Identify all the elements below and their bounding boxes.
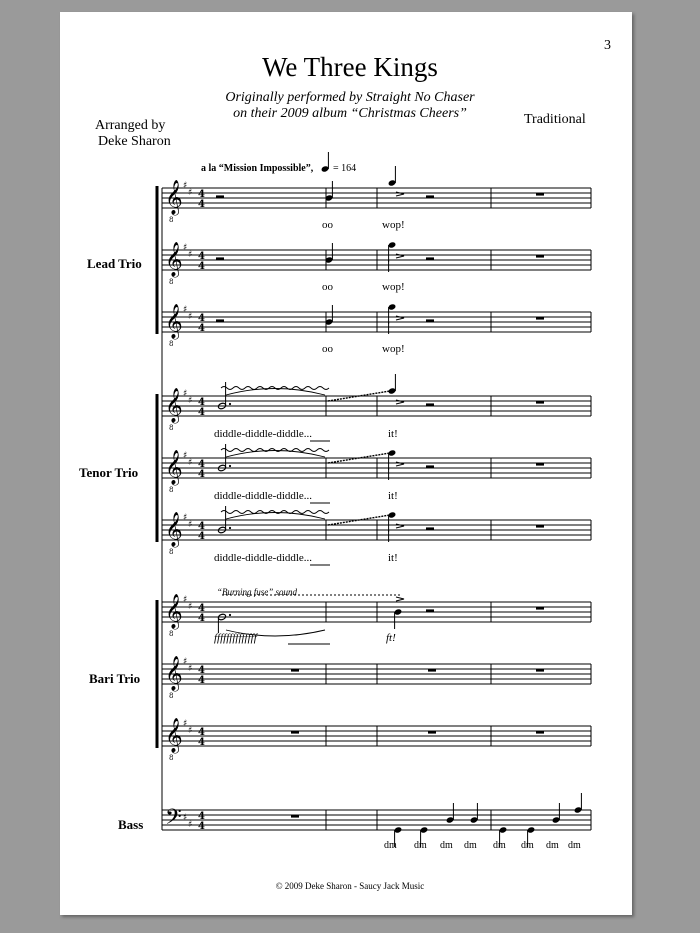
lyric-wop: wop! xyxy=(382,343,405,355)
lyric-it: it! xyxy=(388,552,398,564)
octave-8-mark: 8 xyxy=(169,486,174,494)
arranger-name: Deke Sharon xyxy=(98,134,171,149)
time-signature-top: 4 xyxy=(198,251,205,262)
dot xyxy=(229,465,231,467)
trill-line xyxy=(221,511,329,514)
copyright: © 2009 Deke Sharon - Saucy Jack Music xyxy=(275,881,425,891)
half-rest xyxy=(426,527,434,530)
title: We Three Kings xyxy=(262,52,438,82)
time-signature-top: 4 xyxy=(198,189,205,200)
whole-rest xyxy=(536,193,544,196)
lyric-dm: dm xyxy=(384,840,397,851)
treble-clef-icon: 𝄞 xyxy=(165,388,183,423)
time-signature-top: 4 xyxy=(198,665,205,676)
sharp-c-icon: ♯ xyxy=(188,602,193,612)
time-signature-top: 4 xyxy=(198,727,205,738)
octave-8-mark: 8 xyxy=(169,340,174,348)
dot xyxy=(229,403,231,405)
sharp-f-icon: ♯ xyxy=(183,595,188,605)
treble-clef-icon: 𝄞 xyxy=(165,304,183,339)
whole-rest xyxy=(536,317,544,320)
trill-line xyxy=(221,387,329,390)
part-label-tenor-trio: Tenor Trio xyxy=(79,465,139,480)
part-label-lead-trio: Lead Trio xyxy=(87,256,142,271)
lyric-dm: dm xyxy=(546,840,559,851)
lyric-dm: dm xyxy=(440,840,453,851)
time-signature-top: 4 xyxy=(198,603,205,614)
dot xyxy=(229,527,231,529)
page-number: 3 xyxy=(604,38,611,53)
time-signature-top: 4 xyxy=(198,459,205,470)
sharp-c-icon: ♯ xyxy=(188,520,193,530)
lyric-it: it! xyxy=(388,428,398,440)
octave-8-mark: 8 xyxy=(169,424,174,432)
composer: Traditional xyxy=(524,112,586,127)
sharp-f-icon: ♯ xyxy=(183,513,188,523)
sharp-f-icon: ♯ xyxy=(183,181,188,191)
octave-8-mark: 8 xyxy=(169,754,174,762)
whole-rest xyxy=(291,815,299,818)
sharp-f-icon: ♯ xyxy=(183,305,188,315)
whole-rest xyxy=(536,607,544,610)
time-signature-bottom: 4 xyxy=(198,613,205,624)
treble-clef-icon: 𝄞 xyxy=(165,242,183,277)
sharp-f-icon: ♯ xyxy=(183,657,188,667)
bari-instruction: “Burning fuse” sound xyxy=(217,587,298,597)
time-signature-bottom: 4 xyxy=(198,737,205,748)
octave-8-mark: 8 xyxy=(169,278,174,286)
time-signature-top: 4 xyxy=(198,313,205,324)
whole-rest xyxy=(536,669,544,672)
bass-clef-icon: 𝄢 xyxy=(165,805,182,835)
half-rest xyxy=(426,465,434,468)
treble-clef-icon: 𝄞 xyxy=(165,512,183,547)
lyric-oo: oo xyxy=(322,219,333,231)
lyric-dm: dm xyxy=(493,840,506,851)
time-signature-top: 4 xyxy=(198,521,205,532)
half-rest xyxy=(426,403,434,406)
sharp-f-icon: ♯ xyxy=(183,451,188,461)
part-label-bass: Bass xyxy=(118,817,144,832)
dot xyxy=(229,614,231,616)
part-label-bari-trio: Bari Trio xyxy=(89,671,141,686)
time-signature-bottom: 4 xyxy=(198,675,205,686)
whole-rest xyxy=(291,731,299,734)
sharp-c-icon: ♯ xyxy=(188,188,193,198)
whole-rest xyxy=(536,731,544,734)
sharp-f-icon: ♯ xyxy=(183,719,188,729)
lyric-dm: dm xyxy=(414,840,427,851)
lyric-oo: oo xyxy=(322,281,333,293)
tempo-style: a la “Mission Impossible”, xyxy=(201,163,314,174)
lyric-wop: wop! xyxy=(382,219,405,231)
time-signature-bottom: 4 xyxy=(198,323,205,334)
accent-mark xyxy=(396,597,404,601)
lyric-fff: ffffffffffffff xyxy=(214,632,257,644)
lyric-oo: oo xyxy=(322,343,333,355)
treble-clef-icon: 𝄞 xyxy=(165,450,183,485)
half-rest xyxy=(426,609,434,612)
lyric-dm: dm xyxy=(568,840,581,851)
sharp-c-icon: ♯ xyxy=(188,396,193,406)
half-rest xyxy=(426,319,434,322)
time-signature-top: 4 xyxy=(198,811,205,822)
sharp-f-icon: ♯ xyxy=(183,389,188,399)
time-signature-bottom: 4 xyxy=(198,407,205,418)
octave-8-mark: 8 xyxy=(169,548,174,556)
half-rest xyxy=(216,319,224,322)
whole-rest xyxy=(536,463,544,466)
half-rest xyxy=(426,257,434,260)
lyric-dm: dm xyxy=(521,840,534,851)
lyric-wop: wop! xyxy=(382,281,405,293)
octave-8-mark: 8 xyxy=(169,630,174,638)
whole-rest xyxy=(536,255,544,258)
lyric-ft: ft! xyxy=(386,632,396,644)
lyric-diddle: diddle-diddle-diddle... xyxy=(214,428,313,440)
sharp-c-icon: ♯ xyxy=(188,664,193,674)
treble-clef-icon: 𝄞 xyxy=(165,180,183,215)
lyric-diddle: diddle-diddle-diddle... xyxy=(214,490,313,502)
sharp-f-icon: ♯ xyxy=(183,813,188,823)
sharp-c-icon: ♯ xyxy=(188,458,193,468)
whole-rest xyxy=(291,669,299,672)
treble-clef-icon: 𝄞 xyxy=(165,594,183,629)
subtitle-line-2: on their 2009 album “Christmas Cheers” xyxy=(233,106,467,121)
lyric-diddle: diddle-diddle-diddle... xyxy=(214,552,313,564)
time-signature-top: 4 xyxy=(198,397,205,408)
whole-rest xyxy=(536,401,544,404)
octave-8-mark: 8 xyxy=(169,692,174,700)
sharp-c-icon: ♯ xyxy=(188,820,193,830)
sharp-c-icon: ♯ xyxy=(188,250,193,260)
time-signature-bottom: 4 xyxy=(198,531,205,542)
trill-line xyxy=(221,449,329,452)
time-signature-bottom: 4 xyxy=(198,469,205,480)
whole-rest xyxy=(536,525,544,528)
time-signature-bottom: 4 xyxy=(198,821,205,832)
treble-clef-icon: 𝄞 xyxy=(165,718,183,753)
half-rest xyxy=(216,257,224,260)
octave-8-mark: 8 xyxy=(169,216,174,224)
sharp-c-icon: ♯ xyxy=(188,312,193,322)
half-rest xyxy=(426,195,434,198)
arranger-label: Arranged by xyxy=(95,118,166,133)
lyric-dm: dm xyxy=(464,840,477,851)
whole-rest xyxy=(428,669,436,672)
whole-rest xyxy=(428,731,436,734)
time-signature-bottom: 4 xyxy=(198,199,205,210)
half-rest xyxy=(216,195,224,198)
sharp-c-icon: ♯ xyxy=(188,726,193,736)
time-signature-bottom: 4 xyxy=(198,261,205,272)
treble-clef-icon: 𝄞 xyxy=(165,656,183,691)
tempo-value: = 164 xyxy=(333,163,357,174)
subtitle-line-1: Originally performed by Straight No Chaser xyxy=(225,90,475,105)
lyric-it: it! xyxy=(388,490,398,502)
sharp-f-icon: ♯ xyxy=(183,243,188,253)
